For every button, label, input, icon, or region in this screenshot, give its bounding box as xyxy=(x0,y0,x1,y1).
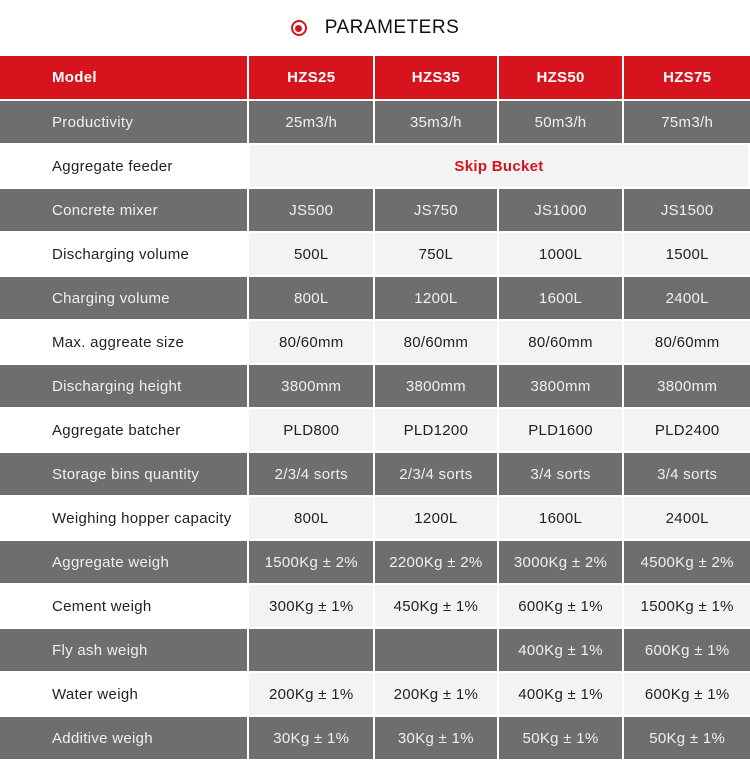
table-cell: 80/60mm xyxy=(375,321,497,363)
table-cell: 1200L xyxy=(375,277,497,319)
table-cell: 3800mm xyxy=(499,365,623,407)
table-cell: 50Kg ± 1% xyxy=(499,717,623,759)
page-title: PARAMETERS xyxy=(324,17,460,38)
header-cell-hzs50: HZS50 xyxy=(499,56,623,99)
table-cell: 4500Kg ± 2% xyxy=(624,541,750,583)
table-row xyxy=(0,717,750,759)
table-cell: PLD1200 xyxy=(375,409,497,451)
row-label: Aggregate feeder xyxy=(0,145,248,187)
table-cell: 1500Kg ± 2% xyxy=(249,541,373,583)
table-cell: 1000L xyxy=(499,233,623,275)
bullet-circle-icon xyxy=(291,20,307,36)
table-cell: 750L xyxy=(375,233,497,275)
table-cell: 3/4 sorts xyxy=(499,453,623,495)
table-row xyxy=(0,321,750,363)
row-label: Discharging height xyxy=(0,365,247,407)
table-row xyxy=(0,365,750,407)
table-cell: 3800mm xyxy=(375,365,497,407)
table-row xyxy=(0,585,750,627)
table-cell: 1500L xyxy=(624,233,750,275)
row-label: Aggregate batcher xyxy=(0,409,247,451)
table-cell: 1200L xyxy=(375,497,497,539)
table-row xyxy=(0,541,750,583)
table-header-row xyxy=(0,56,750,99)
row-label: Fly ash weigh xyxy=(0,629,247,671)
table-row xyxy=(0,145,750,187)
table-cell: 200Kg ± 1% xyxy=(249,673,373,715)
table-row xyxy=(0,453,750,495)
table-cell: 1600L xyxy=(499,497,623,539)
table-cell: 400Kg ± 1% xyxy=(499,673,623,715)
table-cell: 50m3/h xyxy=(499,101,623,143)
table-row xyxy=(0,629,750,671)
table-row xyxy=(0,673,750,715)
table-cell: 450Kg ± 1% xyxy=(375,585,497,627)
table-row xyxy=(0,497,750,539)
table-cell: 3800mm xyxy=(249,365,373,407)
table-cell: 400Kg ± 1% xyxy=(499,629,623,671)
table-cell: 1500Kg ± 1% xyxy=(624,585,750,627)
row-label: Weighing hopper capacity xyxy=(0,497,247,539)
page-title-bar xyxy=(0,0,750,56)
table-cell: 2200Kg ± 2% xyxy=(375,541,497,583)
merged-cell-skip-bucket: Skip Bucket xyxy=(250,145,748,187)
row-label: Additive weigh xyxy=(0,717,247,759)
table-row xyxy=(0,409,750,451)
row-label: Productivity xyxy=(0,101,247,143)
table-cell: 3000Kg ± 2% xyxy=(499,541,623,583)
table-cell: 1600L xyxy=(499,277,623,319)
table-cell: 75m3/h xyxy=(624,101,750,143)
row-label: Water weigh xyxy=(0,673,247,715)
row-label: Discharging volume xyxy=(0,233,247,275)
table-row xyxy=(0,189,750,231)
header-cell-hzs25: HZS25 xyxy=(249,56,373,99)
header-cell-hzs75: HZS75 xyxy=(624,56,750,99)
table-cell: 800L xyxy=(249,277,373,319)
table-cell: 3800mm xyxy=(624,365,750,407)
header-cell-model: Model xyxy=(0,56,247,99)
row-label: Concrete mixer xyxy=(0,189,247,231)
row-label: Aggregate weigh xyxy=(0,541,247,583)
table-cell: 300Kg ± 1% xyxy=(249,585,373,627)
table-cell: 600Kg ± 1% xyxy=(499,585,623,627)
table-cell: JS500 xyxy=(249,189,373,231)
table-cell: 800L xyxy=(249,497,373,539)
table-cell: 500L xyxy=(249,233,373,275)
table-cell: PLD800 xyxy=(249,409,373,451)
table-cell: 2/3/4 sorts xyxy=(249,453,373,495)
table-row xyxy=(0,101,750,143)
table-cell: 600Kg ± 1% xyxy=(624,673,750,715)
table-cell: JS1000 xyxy=(499,189,623,231)
table-cell: 30Kg ± 1% xyxy=(249,717,373,759)
table-cell: 35m3/h xyxy=(375,101,497,143)
table-cell: 50Kg ± 1% xyxy=(624,717,750,759)
row-label: Charging volume xyxy=(0,277,247,319)
table-cell: 200Kg ± 1% xyxy=(375,673,497,715)
table-cell: PLD1600 xyxy=(499,409,623,451)
table-cell: 2400L xyxy=(624,497,750,539)
row-label: Cement weigh xyxy=(0,585,247,627)
table-cell-empty xyxy=(375,629,497,671)
header-cell-hzs35: HZS35 xyxy=(375,56,497,99)
table-cell: 80/60mm xyxy=(499,321,623,363)
table-cell: JS750 xyxy=(375,189,497,231)
table-cell: 80/60mm xyxy=(249,321,373,363)
table-cell: 2400L xyxy=(624,277,750,319)
table-cell: PLD2400 xyxy=(624,409,750,451)
table-cell: 3/4 sorts xyxy=(624,453,750,495)
table-cell-empty xyxy=(249,629,373,671)
table-row xyxy=(0,277,750,319)
table-row xyxy=(0,233,750,275)
table-cell: 25m3/h xyxy=(249,101,373,143)
table-cell: 600Kg ± 1% xyxy=(624,629,750,671)
parameters-table xyxy=(0,56,750,761)
row-label: Max. aggreate size xyxy=(0,321,247,363)
table-cell: 30Kg ± 1% xyxy=(375,717,497,759)
row-label: Storage bins quantity xyxy=(0,453,247,495)
table-cell: JS1500 xyxy=(624,189,750,231)
table-cell: 2/3/4 sorts xyxy=(375,453,497,495)
table-cell: 80/60mm xyxy=(624,321,750,363)
